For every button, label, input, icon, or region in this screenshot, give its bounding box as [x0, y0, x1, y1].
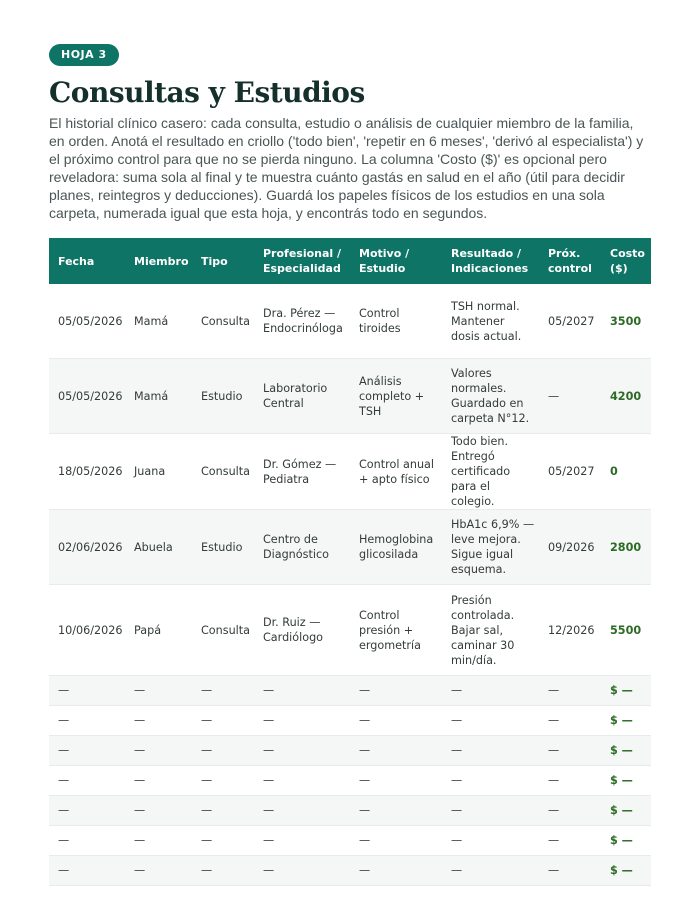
cell-proximo-control: 05/2027 — [539, 284, 601, 359]
sheet-badge: HOJA 3 — [49, 44, 119, 66]
cell-proximo-control: — — [539, 706, 601, 736]
table-row — [49, 510, 651, 585]
cell-profesional: Centro de Diagnóstico — [254, 510, 350, 585]
cell-fecha: — — [49, 856, 125, 886]
cell-costo: $ — — [601, 706, 651, 736]
cell-fecha: — — [49, 766, 125, 796]
cell-motivo: Control tiroides — [350, 284, 442, 359]
cell-resultado: — — [442, 736, 539, 766]
cell-resultado: — — [442, 706, 539, 736]
cell-fecha: — — [49, 826, 125, 856]
table-row-blank — [49, 856, 651, 886]
cell-costo: $ — — [601, 796, 651, 826]
cell-miembro: — — [125, 736, 192, 766]
cell-proximo-control: — — [539, 736, 601, 766]
table-row-blank — [49, 766, 651, 796]
cell-resultado: — — [442, 676, 539, 706]
cell-proximo-control: — — [539, 359, 601, 434]
records-table — [49, 238, 651, 886]
cell-resultado: — — [442, 856, 539, 886]
table-header-row — [49, 238, 651, 284]
table-row — [49, 284, 651, 359]
cell-motivo: — — [350, 796, 442, 826]
col-header-fecha: Fecha — [49, 238, 125, 284]
cell-costo: $ — — [601, 766, 651, 796]
cell-motivo: Control presión + ergometría — [350, 585, 442, 676]
cell-fecha: — — [49, 676, 125, 706]
cell-miembro: Papá — [125, 585, 192, 676]
cell-miembro: — — [125, 676, 192, 706]
cell-costo: 4200 — [601, 359, 651, 434]
cell-proximo-control: — — [539, 826, 601, 856]
cell-tipo: — — [192, 856, 254, 886]
cell-miembro: — — [125, 856, 192, 886]
cell-motivo: — — [350, 856, 442, 886]
cell-resultado: Todo bien. Entregó certificado para el colegio. — [442, 434, 539, 510]
cell-proximo-control: — — [539, 676, 601, 706]
cell-costo: $ — — [601, 676, 651, 706]
cell-profesional: — — [254, 706, 350, 736]
cell-tipo: — — [192, 736, 254, 766]
cell-fecha: — — [49, 796, 125, 826]
cell-profesional: — — [254, 796, 350, 826]
cell-resultado: — — [442, 766, 539, 796]
table-row — [49, 434, 651, 510]
col-header-profesional: Profesional / Especialidad — [254, 238, 350, 284]
cell-resultado: — — [442, 826, 539, 856]
cell-motivo: — — [350, 676, 442, 706]
cell-miembro: Mamá — [125, 284, 192, 359]
table-row-blank — [49, 736, 651, 766]
cell-proximo-control: 12/2026 — [539, 585, 601, 676]
cell-fecha: 18/05/2026 — [49, 434, 125, 510]
cell-profesional: — — [254, 766, 350, 796]
col-header-costo: Costo ($) — [601, 238, 651, 284]
cell-tipo: Estudio — [192, 359, 254, 434]
cell-motivo: — — [350, 826, 442, 856]
cell-tipo: — — [192, 706, 254, 736]
cell-fecha: — — [49, 706, 125, 736]
cell-motivo: — — [350, 706, 442, 736]
cell-profesional: Laboratorio Central — [254, 359, 350, 434]
page-title: Consultas y Estudios — [49, 76, 365, 109]
cell-costo: $ — — [601, 856, 651, 886]
cell-miembro: — — [125, 796, 192, 826]
cell-motivo: — — [350, 766, 442, 796]
cell-tipo: Consulta — [192, 434, 254, 510]
cell-costo: $ — — [601, 736, 651, 766]
cell-tipo: — — [192, 766, 254, 796]
cell-tipo: — — [192, 676, 254, 706]
cell-resultado: TSH normal. Mantener dosis actual. — [442, 284, 539, 359]
cell-miembro: Mamá — [125, 359, 192, 434]
cell-miembro: — — [125, 706, 192, 736]
cell-miembro: Abuela — [125, 510, 192, 585]
col-header-tipo: Tipo — [192, 238, 254, 284]
cell-motivo: — — [350, 736, 442, 766]
cell-resultado: HbA1c 6,9% — leve mejora. Sigue igual esquema. — [442, 510, 539, 585]
table-row — [49, 359, 651, 434]
cell-tipo: — — [192, 826, 254, 856]
cell-profesional: Dr. Ruiz — Cardiólogo — [254, 585, 350, 676]
cell-tipo: — — [192, 796, 254, 826]
cell-miembro: — — [125, 766, 192, 796]
intro-text: El historial clínico casero: cada consulta, estudio o análisis de cualquier miembro de la familia, en orden. Anotá el resultado en criollo ('todo bien', 'repetir en 6 meses', 'derivó al especialista') y el próximo control para que no se pierda ninguno. La columna 'Costo ($)' es opcional pero reveladora: suma sola al final y te muestra cuánto gastás en salud en el año (útil para decidir planes, reintegros y deducciones). Guardá los papeles físicos de los estudios en una sola carpeta, numerada igual que esta hoja, y encontrás todo en segundos. — [49, 115, 644, 221]
cell-proximo-control: 09/2026 — [539, 510, 601, 585]
cell-costo: 0 — [601, 434, 651, 510]
cell-resultado: Presión controlada. Bajar sal, caminar 30 min/día. — [442, 585, 539, 676]
col-header-motivo: Motivo / Estudio — [350, 238, 442, 284]
cell-miembro: Juana — [125, 434, 192, 510]
cell-proximo-control: — — [539, 766, 601, 796]
table-row-blank — [49, 706, 651, 736]
cell-motivo: Hemoglobina glicosilada — [350, 510, 442, 585]
cell-proximo-control: — — [539, 856, 601, 886]
cell-fecha: 05/05/2026 — [49, 284, 125, 359]
cell-resultado: — — [442, 796, 539, 826]
cell-profesional: — — [254, 736, 350, 766]
cell-costo: 3500 — [601, 284, 651, 359]
cell-profesional: — — [254, 826, 350, 856]
cell-proximo-control: — — [539, 796, 601, 826]
cell-fecha: 02/06/2026 — [49, 510, 125, 585]
cell-fecha: 05/05/2026 — [49, 359, 125, 434]
table-row-blank — [49, 676, 651, 706]
cell-fecha: — — [49, 736, 125, 766]
cell-motivo: Control anual + apto físico — [350, 434, 442, 510]
cell-profesional: Dr. Gómez — Pediatra — [254, 434, 350, 510]
cell-costo: 2800 — [601, 510, 651, 585]
cell-resultado: Valores normales. Guardado en carpeta N°12. — [442, 359, 539, 434]
cell-fecha: 10/06/2026 — [49, 585, 125, 676]
col-header-proximo-control: Próx. control — [539, 238, 601, 284]
cell-proximo-control: 05/2027 — [539, 434, 601, 510]
table-row-blank — [49, 826, 651, 856]
cell-profesional: — — [254, 676, 350, 706]
cell-tipo: Consulta — [192, 585, 254, 676]
cell-profesional: — — [254, 856, 350, 886]
table-row — [49, 585, 651, 676]
col-header-resultado: Resultado / Indicaciones — [442, 238, 539, 284]
cell-motivo: Análisis completo + TSH — [350, 359, 442, 434]
col-header-miembro: Miembro — [125, 238, 192, 284]
cell-profesional: Dra. Pérez — Endocrinóloga — [254, 284, 350, 359]
cell-tipo: Consulta — [192, 284, 254, 359]
cell-miembro: — — [125, 826, 192, 856]
cell-costo: 5500 — [601, 585, 651, 676]
cell-costo: $ — — [601, 826, 651, 856]
cell-tipo: Estudio — [192, 510, 254, 585]
table-row-blank — [49, 796, 651, 826]
